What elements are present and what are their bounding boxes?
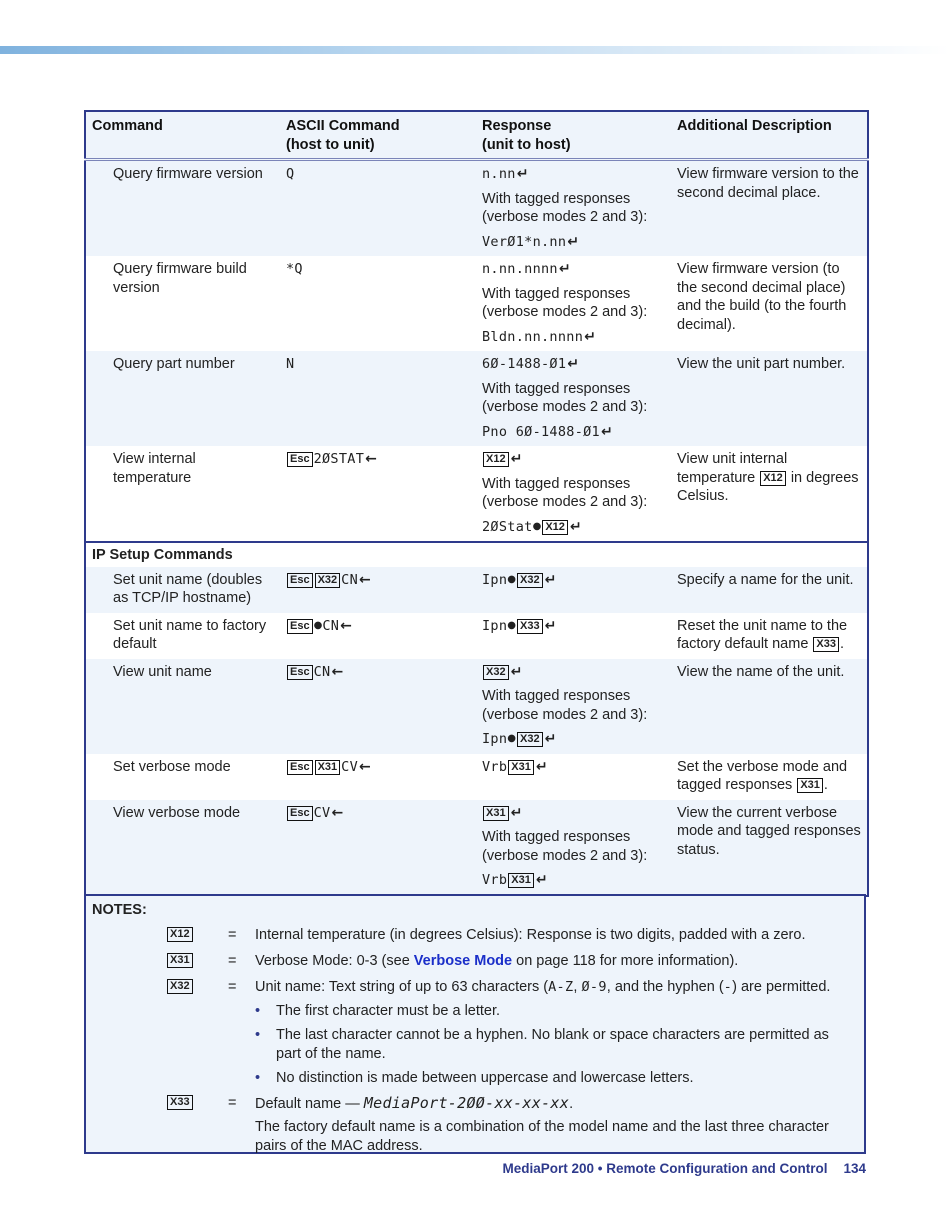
- note-text: Default name — MediaPort-2ØØ-xx-xx-xx.: [255, 1094, 574, 1112]
- response: Ipn● X33 ↵: [476, 613, 671, 659]
- space-dot-icon: ●: [507, 619, 517, 631]
- notes-title: NOTES:: [92, 902, 147, 918]
- command-table: [84, 110, 869, 897]
- variable-key: X12: [542, 520, 568, 535]
- footer-title: MediaPort 200 • Remote Configuration and Control: [502, 1161, 828, 1176]
- return-arrow-icon: ↵: [535, 758, 548, 775]
- header-command: Command: [85, 111, 280, 160]
- return-arrow-icon: ↵: [535, 872, 548, 888]
- description: View the current verbose mode and tagged responses status.: [671, 800, 868, 896]
- note-text: Unit name: Text string of up to 63 characters (A-Z, Ø-9, and the hyphen (-) are permitted.: [255, 979, 831, 995]
- variable-key: X32: [167, 979, 193, 994]
- table-row: [85, 613, 868, 659]
- equals-sign: =: [228, 927, 237, 943]
- description: Reset the unit name to the factory default name X33 .: [671, 613, 868, 659]
- equals-sign: =: [228, 953, 237, 969]
- ascii-command: Esc CN←: [280, 659, 476, 754]
- bullet-icon: •: [255, 1027, 261, 1043]
- command-name: View verbose mode: [85, 800, 280, 896]
- send-arrow-icon: ←: [331, 663, 344, 680]
- ascii-command: Esc ●CN←: [280, 613, 476, 659]
- response: 6Ø-1488-Ø1↵ With tagged responses (verbose modes 2 and 3): Pno 6Ø-1488-Ø1↵: [476, 351, 671, 446]
- bullet-icon: •: [255, 1070, 261, 1086]
- return-arrow-icon: ↵: [567, 233, 580, 250]
- space-dot-icon: ●: [507, 573, 517, 585]
- command-name: Query firmware version: [85, 160, 280, 257]
- return-arrow-icon: ↵: [584, 328, 596, 345]
- table-row: [85, 800, 868, 896]
- ascii-command: Q: [280, 160, 476, 257]
- response: X32 ↵ With tagged responses (verbose modes 2 and 3): Ipn● X32 ↵: [476, 659, 671, 754]
- return-arrow-icon: ↵: [567, 356, 580, 372]
- page-number: 134: [843, 1161, 866, 1176]
- variable-key: X31: [797, 778, 823, 793]
- note-text: The factory default name is a combination of the model name and the last three character pairs of the MAC address.: [255, 1119, 829, 1154]
- send-arrow-icon: ←: [365, 451, 377, 467]
- variable-key: X12: [167, 927, 193, 942]
- table-row: [85, 659, 868, 754]
- variable-key: X31: [508, 760, 534, 775]
- command-name: Set unit name (doubles as TCP/IP hostname): [85, 567, 280, 613]
- return-arrow-icon: ↵: [558, 261, 571, 277]
- variable-key: X33: [813, 637, 839, 652]
- variable-key: X32: [483, 665, 509, 680]
- space-dot-icon: ●: [507, 733, 517, 744]
- esc-key-icon: Esc: [287, 573, 313, 588]
- variable-key: X33: [517, 619, 543, 634]
- esc-key-icon: Esc: [287, 760, 313, 775]
- header-gradient-bar: [0, 46, 950, 54]
- response: X31 ↵ With tagged responses (verbose modes 2 and 3): Vrb X31 ↵: [476, 800, 671, 896]
- ascii-command: N: [280, 351, 476, 446]
- send-arrow-icon: ←: [359, 758, 371, 775]
- variable-key: X31: [167, 953, 193, 968]
- variable-key: X31: [315, 760, 341, 775]
- description: View firmware version (to the second decimal place) and the build (to the fourth decimal).: [671, 256, 868, 351]
- description: Set the verbose mode and tagged responses X31 .: [671, 754, 868, 800]
- bullet-icon: •: [255, 1003, 261, 1019]
- send-arrow-icon: ←: [340, 617, 352, 634]
- header-description: Additional Description: [671, 111, 868, 160]
- ascii-command: Esc X31 CV←: [280, 754, 476, 800]
- esc-key-icon: Esc: [287, 619, 313, 634]
- table-row: [85, 256, 868, 351]
- table-row: [85, 160, 868, 257]
- section-title: IP Setup Commands: [85, 542, 868, 567]
- variable-key: X32: [517, 732, 543, 747]
- note-text: Verbose Mode: 0-3 (see Verbose Mode on page 118 for more information).: [255, 953, 739, 969]
- return-arrow-icon: ↵: [544, 731, 557, 747]
- equals-sign: =: [228, 979, 237, 995]
- variable-key: X12: [760, 471, 786, 486]
- space-dot-icon: ●: [313, 619, 323, 631]
- variable-key: X32: [315, 573, 341, 588]
- table-header-row: [85, 111, 868, 160]
- send-arrow-icon: ←: [359, 571, 371, 588]
- table-row: [85, 567, 868, 613]
- esc-key-icon: Esc: [287, 452, 313, 467]
- response: Vrb X31 ↵: [476, 754, 671, 800]
- variable-key: X32: [517, 573, 543, 588]
- description: Specify a name for the unit.: [671, 567, 868, 613]
- return-arrow-icon: ↵: [544, 617, 557, 634]
- description: View unit internal temperature X12 in degrees Celsius.: [671, 446, 868, 542]
- ascii-command: *Q: [280, 256, 476, 351]
- command-name: Set verbose mode: [85, 754, 280, 800]
- esc-key-icon: Esc: [287, 665, 313, 680]
- response: Ipn● X32 ↵: [476, 567, 671, 613]
- response: X12 ↵ With tagged responses (verbose modes 2 and 3): 2ØStat● X12 ↵: [476, 446, 671, 542]
- return-arrow-icon: ↵: [510, 451, 523, 467]
- variable-key: X31: [483, 806, 509, 821]
- response: n.nn.nnnn↵ With tagged responses (verbose modes 2 and 3): Bldn.nn.nnnn↵: [476, 256, 671, 351]
- variable-key: X12: [483, 452, 509, 467]
- command-name: Set unit name to factory default: [85, 613, 280, 659]
- space-dot-icon: ●: [532, 520, 542, 532]
- notes-box: NOTES: X12 = Internal temperature (in degrees Celsius): Response is two digits, padded with a zero. X31 = Verbose Mode: 0-3 (see Verbose Mode on page 118 for more information). X32 = Unit name: Text string of up to 63 characters (A-Z, Ø-9, and the hyphen (-) are permitted. • The first character must be a letter. • The last character cannot be a hyphen. No blank or space characters are permitted as part of the name. • No distinction is made between uppercase and lowercase letters. X33 = Default name — MediaPort-2ØØ-xx-xx-xx. The factory default name is a combination of the model name and the last three character pairs of the MAC address.: [84, 894, 866, 1154]
- header-response: Response (unit to host): [476, 111, 671, 160]
- return-arrow-icon: ↵: [510, 663, 523, 680]
- description: View the name of the unit.: [671, 659, 868, 754]
- equals-sign: =: [228, 1095, 237, 1111]
- page-footer: [502, 1161, 866, 1176]
- verbose-mode-link[interactable]: Verbose Mode: [413, 953, 513, 969]
- command-name: Query firmware build version: [85, 256, 280, 351]
- return-arrow-icon: ↵: [601, 423, 613, 440]
- command-name: View internal temperature: [85, 446, 280, 542]
- ascii-command: Esc X32 CN←: [280, 567, 476, 613]
- send-arrow-icon: ←: [331, 804, 344, 821]
- ascii-command: Esc CV←: [280, 800, 476, 896]
- return-arrow-icon: ↵: [510, 804, 523, 821]
- command-name: Query part number: [85, 351, 280, 446]
- return-arrow-icon: ↵: [544, 571, 557, 588]
- ascii-command: Esc 2ØSTAT←: [280, 446, 476, 542]
- return-arrow-icon: ↵: [569, 518, 582, 535]
- variable-key: X31: [508, 873, 534, 888]
- table-row: [85, 754, 868, 800]
- description: View the unit part number.: [671, 351, 868, 446]
- note-text: Internal temperature (in degrees Celsius): Response is two digits, padded with a zero.: [255, 927, 806, 943]
- table-row: [85, 351, 868, 446]
- variable-key: X33: [167, 1095, 193, 1110]
- command-name: View unit name: [85, 659, 280, 754]
- table-row: [85, 446, 868, 542]
- response: n.nn↵ With tagged responses (verbose modes 2 and 3): VerØ1*n.nn↵: [476, 160, 671, 257]
- section-header-row: [85, 542, 868, 567]
- header-ascii: ASCII Command (host to unit): [280, 111, 476, 160]
- description: View firmware version to the second decimal place.: [671, 160, 868, 257]
- return-arrow-icon: ↵: [516, 166, 529, 182]
- esc-key-icon: Esc: [287, 806, 313, 821]
